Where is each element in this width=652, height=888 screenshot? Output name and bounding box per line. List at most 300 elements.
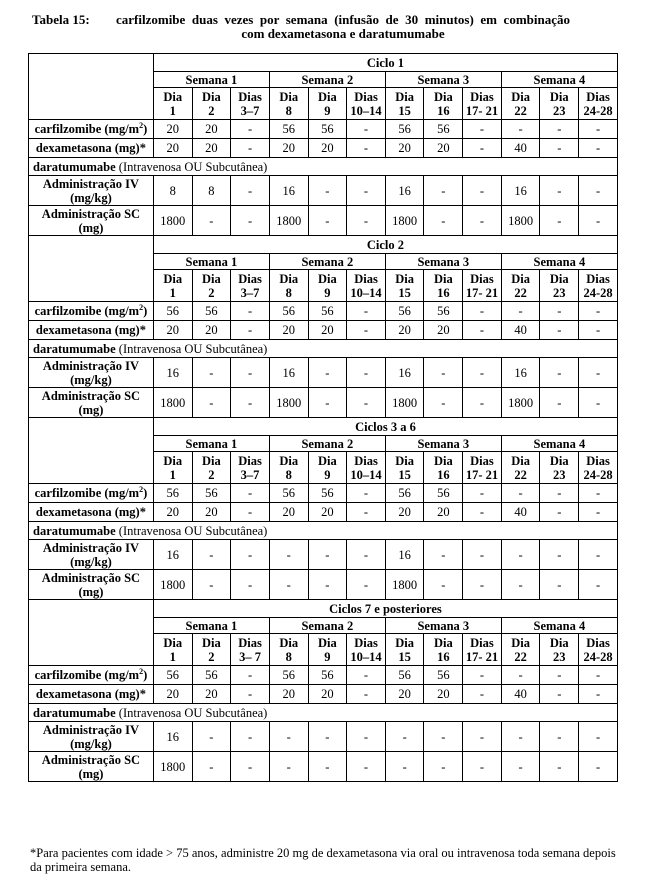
- dose-cell: 1800: [153, 206, 192, 236]
- label-text: daratumumabe: [33, 705, 116, 720]
- day-label: Dias: [470, 271, 494, 286]
- row-label-daratumumabe: [29, 340, 618, 358]
- day-number: 23: [553, 649, 566, 664]
- label-text: (mg/kg): [70, 736, 112, 751]
- label-text: daratumumabe: [33, 523, 116, 538]
- day-header: [231, 270, 270, 302]
- day-number: 3– 7: [239, 649, 261, 664]
- dexametasona-row: [29, 503, 618, 522]
- day-number: 10–14: [350, 467, 382, 482]
- dose-cell: -: [540, 540, 579, 570]
- day-label: Dias: [586, 89, 610, 104]
- day-header: [231, 88, 270, 120]
- dose-cell: -: [463, 540, 502, 570]
- day-number: 22: [514, 103, 527, 118]
- day-number: 17- 21: [465, 285, 499, 300]
- dose-cell: 56: [308, 120, 347, 139]
- day-header: [153, 452, 192, 484]
- dose-cell: 20: [424, 685, 463, 704]
- row-label-dexametasona: dexametasona (mg)*: [29, 685, 154, 704]
- dose-cell: 1800: [269, 388, 308, 418]
- label-text: Administração SC: [41, 570, 141, 585]
- day-label: Dia: [395, 453, 415, 468]
- dose-cell: -: [347, 722, 386, 752]
- dose-cell: -: [231, 570, 270, 600]
- week-header: Semana 2: [269, 618, 385, 634]
- dose-cell: 56: [269, 120, 308, 139]
- week-header: Semana 1: [153, 72, 269, 88]
- dose-cell: 8: [153, 176, 192, 206]
- week-header: Semana 2: [269, 436, 385, 452]
- dose-cell: -: [347, 388, 386, 418]
- cycle-title: Ciclos 7 e posteriores: [153, 600, 617, 618]
- dose-cell: 8: [192, 176, 231, 206]
- dose-cell: -: [192, 206, 231, 236]
- sc-row: [29, 206, 618, 236]
- day-header: [579, 452, 618, 484]
- dose-cell: -: [424, 540, 463, 570]
- day-label: Dias: [238, 635, 262, 650]
- dose-cell: -: [347, 540, 386, 570]
- day-header: [269, 452, 308, 484]
- dose-cell: 16: [501, 358, 540, 388]
- table-title-line1: carfilzomibe duas vezes por semana (infusão de 30 minutos) em combinação: [116, 12, 570, 27]
- dose-cell: -: [347, 752, 386, 782]
- dose-cell: -: [540, 570, 579, 600]
- dose-cell: 1800: [385, 388, 424, 418]
- dose-cell: 56: [385, 484, 424, 503]
- week-header: Semana 4: [501, 436, 617, 452]
- day-number: 15: [398, 467, 411, 482]
- dose-cell: -: [308, 358, 347, 388]
- dose-cell: 16: [153, 540, 192, 570]
- day-number: 10–14: [350, 103, 382, 118]
- dose-cell: -: [231, 540, 270, 570]
- dose-cell: 20: [192, 139, 231, 158]
- day-header: [347, 270, 386, 302]
- week-header: Semana 1: [153, 436, 269, 452]
- day-label: Dia: [163, 89, 183, 104]
- day-header: [385, 270, 424, 302]
- day-label: Dia: [202, 271, 221, 286]
- day-header: [424, 88, 463, 120]
- day-header: [269, 634, 308, 666]
- footnote: *Para pacientes com idade > 75 anos, administre 20 mg de dexametasona via oral ou intravenosa toda semana depois da primeira semana.: [30, 846, 616, 874]
- day-label: Dia: [549, 271, 569, 286]
- dose-cell: -: [540, 388, 579, 418]
- label-text: (mg): [78, 584, 104, 599]
- day-label: Dias: [586, 453, 610, 468]
- table-title-line2: com dexametasona e daratumumabe: [241, 26, 445, 41]
- week-header: Semana 2: [269, 72, 385, 88]
- cycle-title: Ciclos 3 a 6: [153, 418, 617, 436]
- dose-cell: -: [501, 752, 540, 782]
- sc-row: [29, 388, 618, 418]
- dose-cell: -: [540, 484, 579, 503]
- day-header: [501, 88, 540, 120]
- dose-cell: -: [424, 206, 463, 236]
- day-number: 22: [514, 649, 527, 664]
- dose-cell: 56: [269, 302, 308, 321]
- carfilzomibe-row: [29, 302, 618, 321]
- cycle-title: Ciclo 2: [153, 236, 617, 254]
- day-label: Dia: [279, 271, 299, 286]
- week-header: Semana 3: [385, 254, 501, 270]
- dose-cell: 16: [385, 358, 424, 388]
- day-number: 24-28: [583, 649, 613, 664]
- dose-cell: -: [424, 752, 463, 782]
- label-text: ): [143, 486, 148, 500]
- dose-cell: 20: [269, 139, 308, 158]
- dose-cell: -: [231, 206, 270, 236]
- row-label-iv: [29, 176, 154, 206]
- day-header: [501, 270, 540, 302]
- label-text: (mg): [78, 402, 104, 417]
- dose-cell: 16: [385, 176, 424, 206]
- dose-cell: 40: [501, 685, 540, 704]
- row-label-sc: [29, 570, 154, 600]
- dose-cell: -: [579, 540, 618, 570]
- dose-cell: 56: [192, 666, 231, 685]
- dose-cell: 20: [385, 321, 424, 340]
- day-label: Dia: [279, 89, 299, 104]
- label-text: Administração IV: [42, 176, 140, 191]
- dose-cell: -: [540, 120, 579, 139]
- dose-cell: 1800: [153, 388, 192, 418]
- day-header: [153, 634, 192, 666]
- sc-row: [29, 752, 618, 782]
- daratumumabe-row: [29, 522, 618, 540]
- dose-cell: 20: [153, 139, 192, 158]
- day-label: Dia: [511, 271, 530, 286]
- dose-cell: 56: [153, 302, 192, 321]
- dose-cell: -: [579, 752, 618, 782]
- dose-cell: -: [385, 752, 424, 782]
- day-label: Dias: [354, 453, 378, 468]
- dose-cell: -: [463, 484, 502, 503]
- dose-cell: 16: [501, 176, 540, 206]
- dose-cell: -: [347, 666, 386, 685]
- label-text: (mg): [78, 220, 104, 235]
- day-label: Dia: [317, 635, 337, 650]
- daratumumabe-row: [29, 158, 618, 176]
- day-label: Dia: [433, 453, 453, 468]
- iv-row: [29, 176, 618, 206]
- day-number: 1: [169, 649, 176, 664]
- dose-cell: -: [501, 570, 540, 600]
- day-number: 16: [437, 103, 450, 118]
- label-text: Administração SC: [41, 388, 141, 403]
- dose-cell: 20: [269, 685, 308, 704]
- day-header: [463, 88, 502, 120]
- dose-cell: -: [192, 722, 231, 752]
- day-number: 23: [553, 285, 566, 300]
- day-number: 9: [324, 103, 331, 118]
- dose-cell: -: [463, 120, 502, 139]
- label-text: Administração IV: [42, 358, 140, 373]
- dose-cell: -: [540, 206, 579, 236]
- dose-cell: 20: [153, 503, 192, 522]
- day-number: 23: [553, 103, 566, 118]
- day-header: [463, 452, 502, 484]
- dose-cell: 56: [424, 120, 463, 139]
- dose-cell: -: [579, 139, 618, 158]
- day-header: [540, 270, 579, 302]
- dose-cell: -: [231, 139, 270, 158]
- label-text: Administração IV: [42, 722, 140, 737]
- dose-cell: -: [231, 503, 270, 522]
- dose-cell: 20: [308, 321, 347, 340]
- dose-cell: 56: [153, 666, 192, 685]
- week-header: Semana 1: [153, 254, 269, 270]
- label-text: Administração IV: [42, 540, 140, 555]
- day-label: Dia: [163, 271, 183, 286]
- dose-cell: 20: [308, 503, 347, 522]
- dose-cell: -: [231, 752, 270, 782]
- cycle-title: Ciclo 1: [153, 54, 617, 72]
- week-header: Semana 3: [385, 72, 501, 88]
- day-label: Dias: [354, 271, 378, 286]
- day-header: [385, 88, 424, 120]
- dose-cell: 56: [192, 302, 231, 321]
- day-number: 15: [398, 285, 411, 300]
- dose-cell: -: [424, 570, 463, 600]
- dose-cell: -: [308, 388, 347, 418]
- label-text: Administração SC: [41, 206, 141, 221]
- day-number: 17- 21: [465, 103, 499, 118]
- dose-cell: -: [347, 358, 386, 388]
- cycle-header-row: [29, 418, 618, 436]
- dose-cell: -: [269, 722, 308, 752]
- day-header: [347, 452, 386, 484]
- day-header: [347, 88, 386, 120]
- dose-cell: -: [308, 752, 347, 782]
- day-header: [192, 634, 231, 666]
- row-label-sc: [29, 388, 154, 418]
- dose-cell: -: [540, 752, 579, 782]
- dose-cell: 1800: [501, 206, 540, 236]
- row-label-carfilzomibe: [29, 666, 154, 685]
- dose-cell: 56: [385, 302, 424, 321]
- row-label-iv: [29, 540, 154, 570]
- label-text: carfilzomibe (mg/m: [34, 122, 140, 136]
- day-label: Dias: [238, 271, 262, 286]
- day-label: Dia: [511, 89, 530, 104]
- day-label: Dias: [238, 89, 262, 104]
- dose-cell: -: [347, 139, 386, 158]
- dose-cell: -: [579, 302, 618, 321]
- row-label-sc: [29, 752, 154, 782]
- sc-row: [29, 570, 618, 600]
- week-header: Semana 3: [385, 436, 501, 452]
- label-superscript: 2: [139, 484, 144, 494]
- dose-cell: -: [463, 503, 502, 522]
- label-text: (Intravenosa OU Subcutânea): [115, 341, 268, 356]
- dose-cell: 20: [385, 503, 424, 522]
- dose-cell: -: [463, 722, 502, 752]
- day-header: [385, 634, 424, 666]
- dose-cell: -: [347, 484, 386, 503]
- day-header: [269, 88, 308, 120]
- day-number: 8: [285, 285, 292, 300]
- dose-cell: -: [308, 206, 347, 236]
- dexametasona-row: [29, 685, 618, 704]
- day-label: Dia: [395, 635, 415, 650]
- dose-cell: -: [269, 540, 308, 570]
- day-label: Dia: [395, 271, 415, 286]
- day-header: [192, 270, 231, 302]
- day-number: 24-28: [583, 285, 613, 300]
- label-text: daratumumabe: [33, 341, 116, 356]
- day-number: 16: [437, 649, 450, 664]
- day-number: 8: [285, 103, 292, 118]
- week-header: Semana 2: [269, 254, 385, 270]
- day-number: 17- 21: [465, 649, 499, 664]
- label-text: carfilzomibe (mg/m: [34, 486, 140, 500]
- dose-cell: -: [463, 139, 502, 158]
- dose-cell: 20: [424, 321, 463, 340]
- dose-cell: -: [231, 388, 270, 418]
- dose-cell: -: [231, 666, 270, 685]
- label-text: (mg/kg): [70, 372, 112, 387]
- day-number: 2: [208, 103, 215, 118]
- label-superscript: 2: [139, 302, 144, 312]
- dose-cell: -: [501, 120, 540, 139]
- day-header: [192, 88, 231, 120]
- day-number: 2: [208, 649, 215, 664]
- dose-cell: -: [579, 666, 618, 685]
- dose-cell: -: [231, 358, 270, 388]
- label-text: (mg): [78, 766, 104, 781]
- day-number: 1: [169, 467, 176, 482]
- corner-cell: [29, 236, 154, 302]
- day-label: Dia: [549, 635, 569, 650]
- dose-cell: -: [540, 176, 579, 206]
- dose-cell: 56: [308, 302, 347, 321]
- day-label: Dia: [433, 635, 453, 650]
- dose-cell: -: [385, 722, 424, 752]
- day-label: Dia: [163, 453, 183, 468]
- day-number: 10–14: [350, 285, 382, 300]
- dose-cell: -: [308, 722, 347, 752]
- day-number: 22: [514, 467, 527, 482]
- day-label: Dia: [433, 89, 453, 104]
- row-label-dexametasona: dexametasona (mg)*: [29, 139, 154, 158]
- dose-cell: -: [540, 666, 579, 685]
- day-label: Dia: [549, 89, 569, 104]
- day-header: [540, 634, 579, 666]
- day-header: [231, 634, 270, 666]
- dose-cell: -: [424, 176, 463, 206]
- dose-cell: -: [308, 540, 347, 570]
- dose-cell: 20: [192, 685, 231, 704]
- dose-cell: 1800: [385, 570, 424, 600]
- day-label: Dia: [317, 453, 337, 468]
- dose-cell: -: [424, 358, 463, 388]
- row-label-carfilzomibe: [29, 302, 154, 321]
- dose-cell: 16: [385, 540, 424, 570]
- day-header: [501, 634, 540, 666]
- dose-cell: -: [424, 722, 463, 752]
- day-header: [308, 452, 347, 484]
- dose-cell: 20: [153, 120, 192, 139]
- dose-cell: -: [540, 321, 579, 340]
- dose-cell: -: [347, 321, 386, 340]
- dose-cell: -: [231, 321, 270, 340]
- day-header: [424, 270, 463, 302]
- dose-cell: -: [501, 540, 540, 570]
- corner-cell: [29, 418, 154, 484]
- day-header: [463, 270, 502, 302]
- dose-cell: -: [579, 358, 618, 388]
- day-number: 1: [169, 103, 176, 118]
- dexametasona-row: [29, 139, 618, 158]
- day-header: [308, 634, 347, 666]
- dose-cell: -: [463, 752, 502, 782]
- dosing-table: [28, 53, 618, 782]
- row-label-sc: [29, 206, 154, 236]
- day-number: 3–7: [240, 467, 260, 482]
- row-label-carfilzomibe: [29, 484, 154, 503]
- dose-cell: -: [463, 570, 502, 600]
- week-header: Semana 3: [385, 618, 501, 634]
- day-number: 24-28: [583, 103, 613, 118]
- dose-cell: 20: [192, 321, 231, 340]
- dose-cell: -: [579, 120, 618, 139]
- dose-cell: -: [579, 206, 618, 236]
- day-header: [463, 634, 502, 666]
- dose-cell: 16: [269, 176, 308, 206]
- dose-cell: 40: [501, 321, 540, 340]
- dose-cell: 20: [153, 685, 192, 704]
- day-number: 9: [324, 467, 331, 482]
- day-label: Dia: [549, 453, 569, 468]
- day-header: [501, 452, 540, 484]
- dose-cell: -: [579, 484, 618, 503]
- dose-cell: -: [463, 358, 502, 388]
- dose-cell: -: [231, 302, 270, 321]
- corner-cell: [29, 54, 154, 120]
- row-label-daratumumabe: [29, 158, 618, 176]
- dose-cell: -: [501, 302, 540, 321]
- corner-cell: [29, 600, 154, 666]
- dose-cell: -: [231, 685, 270, 704]
- label-text: (Intravenosa OU Subcutânea): [115, 705, 268, 720]
- dose-cell: -: [463, 206, 502, 236]
- day-number: 1: [169, 285, 176, 300]
- day-number: 3–7: [240, 103, 260, 118]
- carfilzomibe-row: [29, 484, 618, 503]
- dose-cell: -: [579, 388, 618, 418]
- dose-cell: -: [347, 176, 386, 206]
- cycle-header-row: [29, 54, 618, 72]
- label-text: carfilzomibe (mg/m: [34, 304, 140, 318]
- dose-cell: -: [540, 503, 579, 522]
- row-label-dexametasona: dexametasona (mg)*: [29, 503, 154, 522]
- dose-cell: -: [347, 503, 386, 522]
- label-text: carfilzomibe (mg/m: [34, 668, 140, 682]
- dose-cell: 20: [192, 120, 231, 139]
- dose-cell: -: [308, 570, 347, 600]
- day-header: [579, 270, 618, 302]
- dose-cell: -: [347, 302, 386, 321]
- dose-cell: -: [192, 358, 231, 388]
- day-header: [540, 88, 579, 120]
- day-label: Dias: [470, 89, 494, 104]
- day-number: 16: [437, 285, 450, 300]
- day-label: Dias: [470, 635, 494, 650]
- day-number: 8: [285, 649, 292, 664]
